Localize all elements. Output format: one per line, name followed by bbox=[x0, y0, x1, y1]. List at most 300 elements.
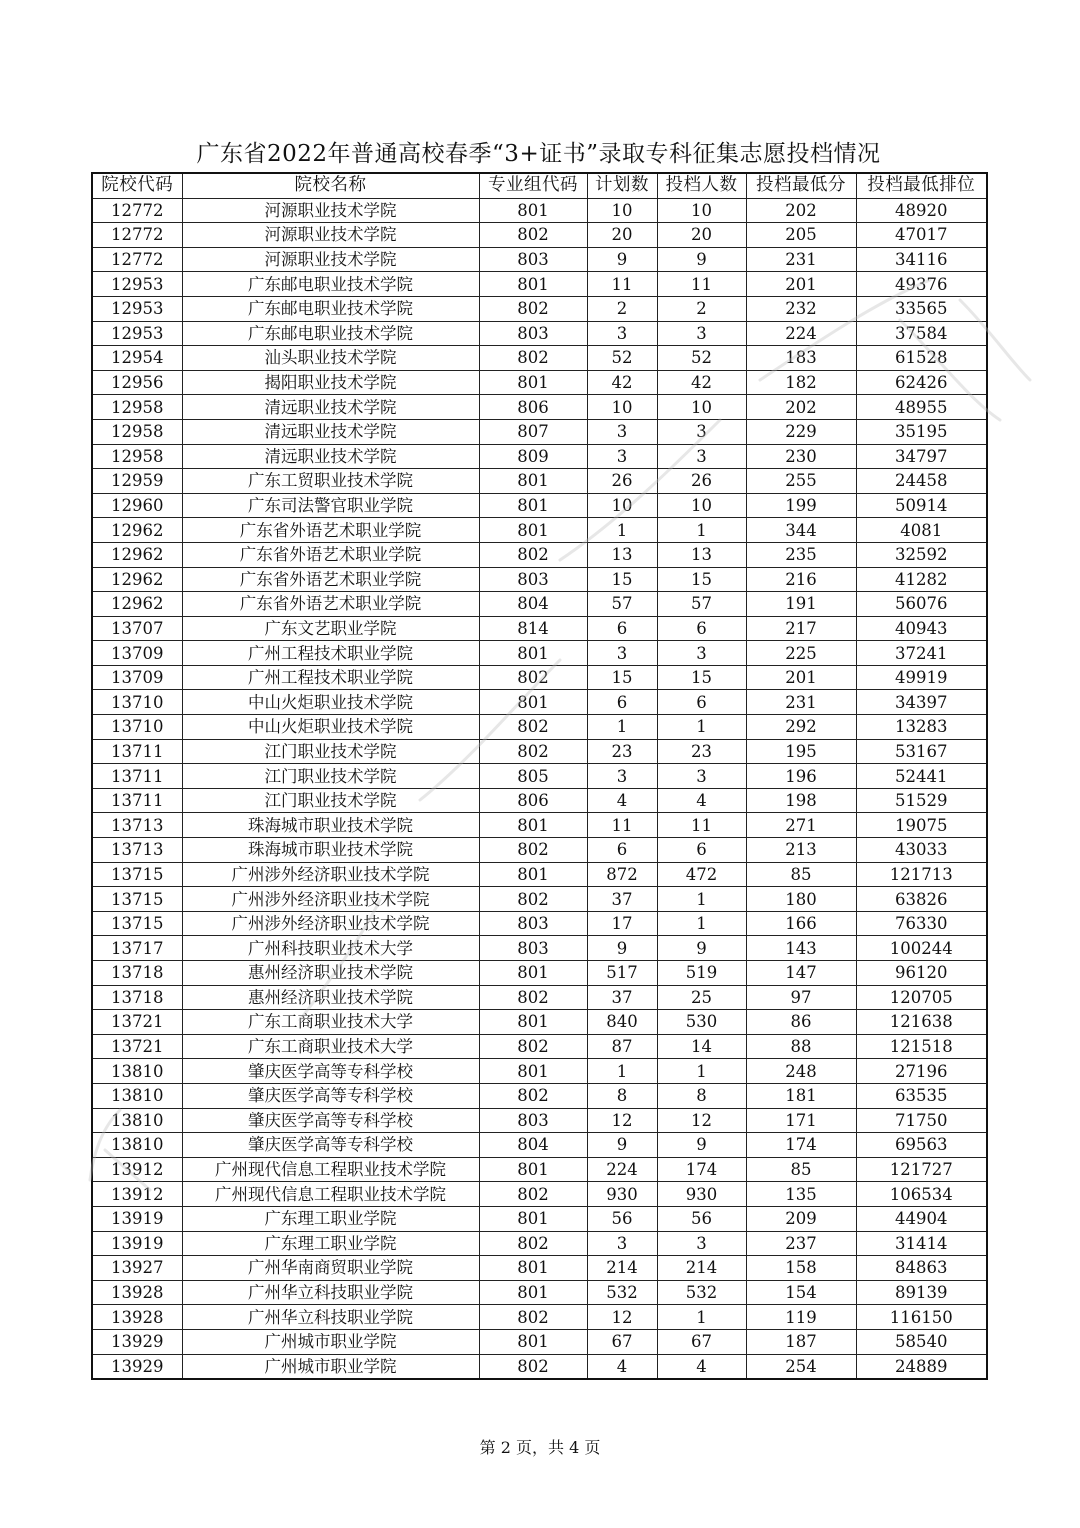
cell-group-code: 801 bbox=[479, 1206, 587, 1231]
table-row bbox=[92, 1305, 987, 1330]
cell-plan-count: 6 bbox=[587, 690, 657, 715]
table-row bbox=[92, 1157, 987, 1182]
cell-admitted-count: 519 bbox=[657, 961, 746, 986]
cell-group-code: 803 bbox=[479, 321, 587, 346]
cell-plan-count: 10 bbox=[587, 198, 657, 223]
cell-admitted-count: 2 bbox=[657, 296, 746, 321]
cell-group-code: 801 bbox=[479, 518, 587, 543]
cell-school-name: 清远职业技术学院 bbox=[182, 444, 479, 469]
cell-group-code: 802 bbox=[479, 542, 587, 567]
cell-plan-count: 4 bbox=[587, 1354, 657, 1379]
cell-admitted-count: 9 bbox=[657, 936, 746, 961]
table-row bbox=[92, 764, 987, 789]
table-row bbox=[92, 370, 987, 395]
cell-group-code: 802 bbox=[479, 296, 587, 321]
cell-plan-count: 6 bbox=[587, 838, 657, 863]
cell-admitted-count: 4 bbox=[657, 1354, 746, 1379]
cell-group-code: 804 bbox=[479, 1133, 587, 1158]
cell-school-name: 广州现代信息工程职业技术学院 bbox=[182, 1157, 479, 1182]
cell-admitted-count: 214 bbox=[657, 1256, 746, 1281]
cell-school-code: 13715 bbox=[92, 887, 182, 912]
cell-min-score: 85 bbox=[746, 862, 856, 887]
cell-group-code: 803 bbox=[479, 1108, 587, 1133]
cell-min-score: 216 bbox=[746, 567, 856, 592]
cell-admitted-count: 3 bbox=[657, 321, 746, 346]
table-row bbox=[92, 715, 987, 740]
table-row bbox=[92, 395, 987, 420]
cell-min-rank: 76330 bbox=[856, 911, 987, 936]
cell-min-score: 166 bbox=[746, 911, 856, 936]
cell-group-code: 802 bbox=[479, 838, 587, 863]
cell-admitted-count: 6 bbox=[657, 838, 746, 863]
cell-plan-count: 3 bbox=[587, 321, 657, 346]
cell-plan-count: 4 bbox=[587, 788, 657, 813]
cell-school-name: 广州华立科技职业学院 bbox=[182, 1305, 479, 1330]
cell-school-code: 13721 bbox=[92, 1010, 182, 1035]
cell-admitted-count: 10 bbox=[657, 395, 746, 420]
cell-group-code: 802 bbox=[479, 1305, 587, 1330]
cell-school-code: 13711 bbox=[92, 788, 182, 813]
cell-admitted-count: 1 bbox=[657, 715, 746, 740]
cell-school-name: 广州涉外经济职业技术学院 bbox=[182, 911, 479, 936]
cell-school-name: 广东理工职业学院 bbox=[182, 1231, 479, 1256]
cell-plan-count: 9 bbox=[587, 1133, 657, 1158]
table-row bbox=[92, 985, 987, 1010]
cell-admitted-count: 532 bbox=[657, 1280, 746, 1305]
cell-min-rank: 34797 bbox=[856, 444, 987, 469]
cell-school-code: 12772 bbox=[92, 247, 182, 272]
cell-admitted-count: 15 bbox=[657, 665, 746, 690]
cell-admitted-count: 530 bbox=[657, 1010, 746, 1035]
cell-min-score: 183 bbox=[746, 346, 856, 371]
cell-plan-count: 10 bbox=[587, 395, 657, 420]
cell-school-code: 12962 bbox=[92, 542, 182, 567]
cell-plan-count: 3 bbox=[587, 1231, 657, 1256]
cell-min-rank: 37584 bbox=[856, 321, 987, 346]
cell-school-code: 13710 bbox=[92, 715, 182, 740]
cell-group-code: 802 bbox=[479, 346, 587, 371]
cell-group-code: 802 bbox=[479, 887, 587, 912]
cell-school-name: 惠州经济职业技术学院 bbox=[182, 961, 479, 986]
cell-admitted-count: 1 bbox=[657, 1059, 746, 1084]
cell-group-code: 802 bbox=[479, 223, 587, 248]
cell-plan-count: 67 bbox=[587, 1329, 657, 1354]
cell-admitted-count: 1 bbox=[657, 518, 746, 543]
cell-min-rank: 24458 bbox=[856, 469, 987, 494]
cell-admitted-count: 12 bbox=[657, 1108, 746, 1133]
cell-min-rank: 4081 bbox=[856, 518, 987, 543]
cell-school-name: 广州城市职业学院 bbox=[182, 1354, 479, 1379]
cell-min-rank: 48920 bbox=[856, 198, 987, 223]
cell-group-code: 803 bbox=[479, 936, 587, 961]
cell-school-code: 13713 bbox=[92, 813, 182, 838]
cell-min-rank: 34397 bbox=[856, 690, 987, 715]
cell-admitted-count: 3 bbox=[657, 419, 746, 444]
cell-min-score: 182 bbox=[746, 370, 856, 395]
cell-min-score: 254 bbox=[746, 1354, 856, 1379]
table-row bbox=[92, 1108, 987, 1133]
cell-school-name: 江门职业技术学院 bbox=[182, 764, 479, 789]
cell-min-rank: 53167 bbox=[856, 739, 987, 764]
cell-admitted-count: 3 bbox=[657, 764, 746, 789]
cell-min-rank: 120705 bbox=[856, 985, 987, 1010]
cell-school-code: 13927 bbox=[92, 1256, 182, 1281]
cell-school-code: 12962 bbox=[92, 518, 182, 543]
cell-school-name: 肇庆医学高等专科学校 bbox=[182, 1083, 479, 1108]
cell-min-rank: 63826 bbox=[856, 887, 987, 912]
cell-school-code: 12953 bbox=[92, 296, 182, 321]
table-row bbox=[92, 788, 987, 813]
cell-min-score: 196 bbox=[746, 764, 856, 789]
cell-school-code: 13810 bbox=[92, 1059, 182, 1084]
cell-plan-count: 20 bbox=[587, 223, 657, 248]
cell-admitted-count: 3 bbox=[657, 641, 746, 666]
cell-plan-count: 3 bbox=[587, 419, 657, 444]
cell-admitted-count: 174 bbox=[657, 1157, 746, 1182]
cell-school-name: 广东邮电职业技术学院 bbox=[182, 272, 479, 297]
cell-school-code: 12953 bbox=[92, 272, 182, 297]
cell-school-code: 13928 bbox=[92, 1305, 182, 1330]
cell-school-code: 13929 bbox=[92, 1354, 182, 1379]
cell-min-score: 171 bbox=[746, 1108, 856, 1133]
table-row bbox=[92, 887, 987, 912]
table-row bbox=[92, 1034, 987, 1059]
cell-plan-count: 1 bbox=[587, 715, 657, 740]
cell-school-name: 广东司法警官职业学院 bbox=[182, 493, 479, 518]
cell-plan-count: 13 bbox=[587, 542, 657, 567]
cell-min-rank: 47017 bbox=[856, 223, 987, 248]
table-row bbox=[92, 1354, 987, 1379]
cell-min-rank: 33565 bbox=[856, 296, 987, 321]
cell-plan-count: 23 bbox=[587, 739, 657, 764]
table-row bbox=[92, 272, 987, 297]
cell-min-rank: 69563 bbox=[856, 1133, 987, 1158]
cell-plan-count: 214 bbox=[587, 1256, 657, 1281]
cell-min-score: 88 bbox=[746, 1034, 856, 1059]
cell-group-code: 801 bbox=[479, 198, 587, 223]
cell-group-code: 801 bbox=[479, 1280, 587, 1305]
cell-admitted-count: 42 bbox=[657, 370, 746, 395]
cell-school-name: 广州城市职业学院 bbox=[182, 1329, 479, 1354]
cell-school-code: 12958 bbox=[92, 395, 182, 420]
table-row bbox=[92, 665, 987, 690]
cell-min-rank: 121713 bbox=[856, 862, 987, 887]
cell-group-code: 804 bbox=[479, 592, 587, 617]
cell-min-rank: 41282 bbox=[856, 567, 987, 592]
table-row bbox=[92, 961, 987, 986]
cell-min-rank: 58540 bbox=[856, 1329, 987, 1354]
cell-plan-count: 87 bbox=[587, 1034, 657, 1059]
cell-admitted-count: 20 bbox=[657, 223, 746, 248]
cell-school-code: 12959 bbox=[92, 469, 182, 494]
cell-school-name: 中山火炬职业技术学院 bbox=[182, 715, 479, 740]
cell-min-score: 181 bbox=[746, 1083, 856, 1108]
cell-school-name: 广东省外语艺术职业学院 bbox=[182, 518, 479, 543]
cell-school-name: 广州涉外经济职业技术学院 bbox=[182, 887, 479, 912]
table-row bbox=[92, 1206, 987, 1231]
table-row bbox=[92, 1083, 987, 1108]
cell-plan-count: 37 bbox=[587, 887, 657, 912]
table-row bbox=[92, 444, 987, 469]
cell-school-code: 13912 bbox=[92, 1157, 182, 1182]
cell-admitted-count: 4 bbox=[657, 788, 746, 813]
cell-group-code: 801 bbox=[479, 370, 587, 395]
cell-min-score: 232 bbox=[746, 296, 856, 321]
cell-admitted-count: 26 bbox=[657, 469, 746, 494]
cell-min-rank: 44904 bbox=[856, 1206, 987, 1231]
cell-min-rank: 50914 bbox=[856, 493, 987, 518]
cell-school-name: 清远职业技术学院 bbox=[182, 419, 479, 444]
cell-admitted-count: 6 bbox=[657, 616, 746, 641]
cell-min-score: 119 bbox=[746, 1305, 856, 1330]
table-row bbox=[92, 862, 987, 887]
cell-group-code: 801 bbox=[479, 1010, 587, 1035]
cell-min-score: 231 bbox=[746, 690, 856, 715]
cell-plan-count: 10 bbox=[587, 493, 657, 518]
cell-school-name: 揭阳职业技术学院 bbox=[182, 370, 479, 395]
cell-admitted-count: 25 bbox=[657, 985, 746, 1010]
cell-school-name: 广州华南商贸职业学院 bbox=[182, 1256, 479, 1281]
cell-min-score: 143 bbox=[746, 936, 856, 961]
cell-admitted-count: 14 bbox=[657, 1034, 746, 1059]
cell-min-rank: 52441 bbox=[856, 764, 987, 789]
cell-school-name: 惠州经济职业技术学院 bbox=[182, 985, 479, 1010]
cell-min-score: 201 bbox=[746, 665, 856, 690]
cell-min-rank: 37241 bbox=[856, 641, 987, 666]
cell-school-code: 13912 bbox=[92, 1182, 182, 1207]
cell-min-score: 135 bbox=[746, 1182, 856, 1207]
cell-min-rank: 35195 bbox=[856, 419, 987, 444]
table-row bbox=[92, 493, 987, 518]
cell-min-rank: 49919 bbox=[856, 665, 987, 690]
cell-plan-count: 37 bbox=[587, 985, 657, 1010]
cell-min-rank: 121638 bbox=[856, 1010, 987, 1035]
table-row bbox=[92, 641, 987, 666]
cell-school-code: 13717 bbox=[92, 936, 182, 961]
cell-school-code: 13710 bbox=[92, 690, 182, 715]
cell-plan-count: 3 bbox=[587, 764, 657, 789]
cell-admitted-count: 3 bbox=[657, 1231, 746, 1256]
cell-school-name: 珠海城市职业技术学院 bbox=[182, 838, 479, 863]
cell-min-score: 235 bbox=[746, 542, 856, 567]
cell-min-rank: 62426 bbox=[856, 370, 987, 395]
cell-group-code: 802 bbox=[479, 665, 587, 690]
cell-group-code: 802 bbox=[479, 1231, 587, 1256]
cell-school-code: 12958 bbox=[92, 444, 182, 469]
cell-school-code: 13721 bbox=[92, 1034, 182, 1059]
cell-min-rank: 106534 bbox=[856, 1182, 987, 1207]
cell-school-name: 河源职业技术学院 bbox=[182, 198, 479, 223]
cell-school-code: 13810 bbox=[92, 1133, 182, 1158]
cell-school-name: 广州工程技术职业学院 bbox=[182, 665, 479, 690]
cell-group-code: 801 bbox=[479, 1059, 587, 1084]
cell-group-code: 806 bbox=[479, 395, 587, 420]
table-row bbox=[92, 542, 987, 567]
cell-school-name: 广州科技职业技术大学 bbox=[182, 936, 479, 961]
cell-admitted-count: 1 bbox=[657, 1305, 746, 1330]
cell-admitted-count: 52 bbox=[657, 346, 746, 371]
cell-min-rank: 71750 bbox=[856, 1108, 987, 1133]
table-row bbox=[92, 813, 987, 838]
cell-school-code: 12772 bbox=[92, 223, 182, 248]
cell-school-name: 广东工贸职业技术学院 bbox=[182, 469, 479, 494]
cell-group-code: 809 bbox=[479, 444, 587, 469]
page-title: 广东省2022年普通高校春季“3+证书”录取专科征集志愿投档情况 bbox=[196, 141, 881, 167]
cell-admitted-count: 10 bbox=[657, 198, 746, 223]
cell-min-rank: 19075 bbox=[856, 813, 987, 838]
cell-plan-count: 3 bbox=[587, 444, 657, 469]
col-header-admitted-count: 投档人数 bbox=[657, 173, 746, 198]
cell-school-code: 12956 bbox=[92, 370, 182, 395]
cell-group-code: 801 bbox=[479, 493, 587, 518]
cell-school-code: 12958 bbox=[92, 419, 182, 444]
cell-admitted-count: 8 bbox=[657, 1083, 746, 1108]
cell-school-code: 12962 bbox=[92, 592, 182, 617]
cell-min-score: 187 bbox=[746, 1329, 856, 1354]
table-row bbox=[92, 1280, 987, 1305]
cell-plan-count: 3 bbox=[587, 641, 657, 666]
col-header-min-score: 投档最低分 bbox=[746, 173, 856, 198]
cell-min-score: 97 bbox=[746, 985, 856, 1010]
cell-min-score: 237 bbox=[746, 1231, 856, 1256]
cell-plan-count: 1 bbox=[587, 518, 657, 543]
cell-admitted-count: 9 bbox=[657, 247, 746, 272]
cell-admitted-count: 472 bbox=[657, 862, 746, 887]
cell-plan-count: 532 bbox=[587, 1280, 657, 1305]
cell-group-code: 801 bbox=[479, 641, 587, 666]
cell-admitted-count: 1 bbox=[657, 887, 746, 912]
table-row bbox=[92, 321, 987, 346]
cell-min-rank: 84863 bbox=[856, 1256, 987, 1281]
cell-min-score: 225 bbox=[746, 641, 856, 666]
cell-school-code: 13919 bbox=[92, 1231, 182, 1256]
cell-admitted-count: 67 bbox=[657, 1329, 746, 1354]
cell-plan-count: 517 bbox=[587, 961, 657, 986]
cell-school-code: 13707 bbox=[92, 616, 182, 641]
table-row bbox=[92, 1133, 987, 1158]
cell-group-code: 802 bbox=[479, 1182, 587, 1207]
cell-group-code: 803 bbox=[479, 567, 587, 592]
cell-school-name: 广东工商职业技术大学 bbox=[182, 1010, 479, 1035]
cell-school-name: 广东工商职业技术大学 bbox=[182, 1034, 479, 1059]
cell-group-code: 801 bbox=[479, 1329, 587, 1354]
cell-min-score: 147 bbox=[746, 961, 856, 986]
table-body bbox=[92, 198, 987, 1379]
cell-school-code: 13810 bbox=[92, 1083, 182, 1108]
col-header-school-name: 院校名称 bbox=[182, 173, 479, 198]
cell-group-code: 801 bbox=[479, 1157, 587, 1182]
cell-min-score: 201 bbox=[746, 272, 856, 297]
cell-plan-count: 224 bbox=[587, 1157, 657, 1182]
cell-min-score: 180 bbox=[746, 887, 856, 912]
cell-min-rank: 48955 bbox=[856, 395, 987, 420]
cell-plan-count: 42 bbox=[587, 370, 657, 395]
cell-group-code: 801 bbox=[479, 813, 587, 838]
cell-min-score: 217 bbox=[746, 616, 856, 641]
col-header-group-code: 专业组代码 bbox=[479, 173, 587, 198]
cell-min-rank: 24889 bbox=[856, 1354, 987, 1379]
table-row bbox=[92, 1231, 987, 1256]
table-row bbox=[92, 1010, 987, 1035]
col-header-plan-count: 计划数 bbox=[587, 173, 657, 198]
cell-school-code: 13709 bbox=[92, 641, 182, 666]
cell-min-rank: 56076 bbox=[856, 592, 987, 617]
table-row bbox=[92, 419, 987, 444]
cell-group-code: 801 bbox=[479, 272, 587, 297]
cell-school-code: 12954 bbox=[92, 346, 182, 371]
cell-group-code: 803 bbox=[479, 911, 587, 936]
cell-group-code: 802 bbox=[479, 1083, 587, 1108]
cell-school-name: 肇庆医学高等专科学校 bbox=[182, 1133, 479, 1158]
cell-school-code: 13718 bbox=[92, 985, 182, 1010]
cell-min-score: 213 bbox=[746, 838, 856, 863]
cell-admitted-count: 13 bbox=[657, 542, 746, 567]
cell-min-score: 292 bbox=[746, 715, 856, 740]
cell-min-score: 154 bbox=[746, 1280, 856, 1305]
cell-min-rank: 121518 bbox=[856, 1034, 987, 1059]
table-row bbox=[92, 592, 987, 617]
cell-school-name: 广东省外语艺术职业学院 bbox=[182, 542, 479, 567]
cell-min-score: 195 bbox=[746, 739, 856, 764]
cell-school-name: 珠海城市职业技术学院 bbox=[182, 813, 479, 838]
cell-admitted-count: 15 bbox=[657, 567, 746, 592]
cell-plan-count: 56 bbox=[587, 1206, 657, 1231]
cell-school-code: 13919 bbox=[92, 1206, 182, 1231]
cell-min-rank: 116150 bbox=[856, 1305, 987, 1330]
cell-group-code: 801 bbox=[479, 690, 587, 715]
cell-min-rank: 49376 bbox=[856, 272, 987, 297]
cell-plan-count: 12 bbox=[587, 1305, 657, 1330]
cell-school-code: 13928 bbox=[92, 1280, 182, 1305]
cell-school-name: 广东邮电职业技术学院 bbox=[182, 321, 479, 346]
cell-school-code: 13718 bbox=[92, 961, 182, 986]
cell-group-code: 802 bbox=[479, 715, 587, 740]
cell-school-name: 汕头职业技术学院 bbox=[182, 346, 479, 371]
cell-min-rank: 96120 bbox=[856, 961, 987, 986]
cell-plan-count: 52 bbox=[587, 346, 657, 371]
cell-admitted-count: 57 bbox=[657, 592, 746, 617]
cell-min-rank: 40943 bbox=[856, 616, 987, 641]
table-row bbox=[92, 911, 987, 936]
cell-plan-count: 26 bbox=[587, 469, 657, 494]
table-row bbox=[92, 838, 987, 863]
cell-school-name: 广东理工职业学院 bbox=[182, 1206, 479, 1231]
table-row bbox=[92, 247, 987, 272]
cell-min-rank: 34116 bbox=[856, 247, 987, 272]
cell-plan-count: 872 bbox=[587, 862, 657, 887]
cell-min-score: 86 bbox=[746, 1010, 856, 1035]
cell-admitted-count: 23 bbox=[657, 739, 746, 764]
cell-group-code: 805 bbox=[479, 764, 587, 789]
cell-school-code: 12953 bbox=[92, 321, 182, 346]
cell-school-code: 13711 bbox=[92, 739, 182, 764]
cell-school-name: 广东省外语艺术职业学院 bbox=[182, 592, 479, 617]
cell-plan-count: 11 bbox=[587, 813, 657, 838]
col-header-school-code: 院校代码 bbox=[92, 173, 182, 198]
admission-table bbox=[91, 172, 988, 1380]
cell-min-rank: 100244 bbox=[856, 936, 987, 961]
cell-min-score: 198 bbox=[746, 788, 856, 813]
cell-school-name: 广东省外语艺术职业学院 bbox=[182, 567, 479, 592]
cell-school-name: 广州涉外经济职业技术学院 bbox=[182, 862, 479, 887]
cell-admitted-count: 9 bbox=[657, 1133, 746, 1158]
cell-min-score: 344 bbox=[746, 518, 856, 543]
cell-plan-count: 15 bbox=[587, 665, 657, 690]
cell-group-code: 806 bbox=[479, 788, 587, 813]
table-row bbox=[92, 469, 987, 494]
col-header-min-rank: 投档最低排位 bbox=[856, 173, 987, 198]
cell-min-score: 202 bbox=[746, 395, 856, 420]
